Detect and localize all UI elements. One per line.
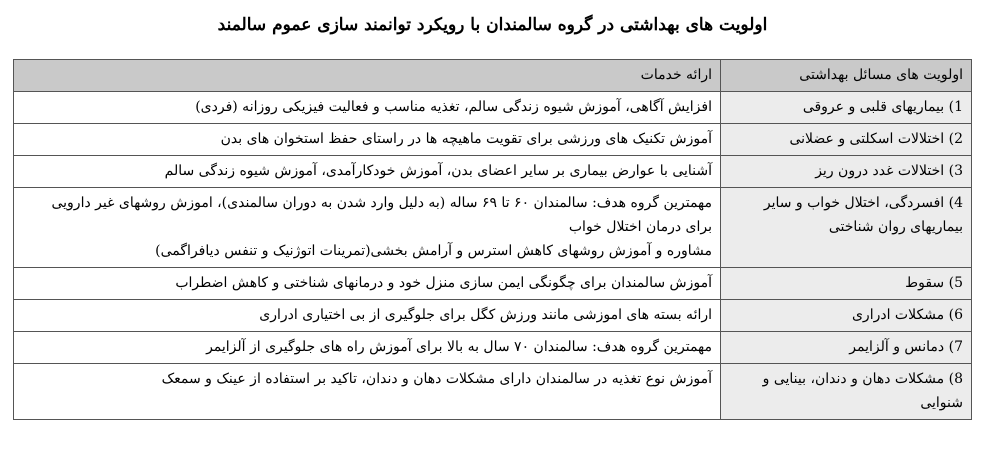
service-text: آموزش نوع تغذیه در سالمندان دارای مشکلات دهان و دندان، تاکید بر استفاده از عینک و سمعک bbox=[161, 371, 712, 387]
header-service: ارائه خدمات bbox=[14, 60, 721, 92]
problem-cell: 8) مشکلات دهان و دندان، بینایی و شنوایی bbox=[721, 364, 972, 420]
service-cell bbox=[14, 188, 721, 268]
header-row bbox=[14, 60, 972, 92]
service-cell bbox=[14, 156, 721, 188]
problem-cell: 2) اختلالات اسکلتی و عضلانی bbox=[721, 124, 972, 156]
service-text: مهمترین گروه هدف: سالمندان ۷۰ سال به بالا برای آموزش راه های جلوگیری از آلزایمر bbox=[206, 339, 712, 355]
problem-cell: 1) بیماریهای قلبی و عروقی bbox=[721, 92, 972, 124]
service-cell bbox=[14, 124, 721, 156]
service-text: آشنایی با عوارض بیماری بر سایر اعضای بدن، آموزش خودکارآمدی، آموزش شیوه زندگی سالم bbox=[164, 163, 712, 179]
service-cell bbox=[14, 300, 721, 332]
service-text: افزایش آگاهی، آموزش شیوه زندگی سالم، تغذیه مناسب و فعالیت فیزیکی روزانه (فردی) bbox=[195, 99, 712, 115]
service-cell bbox=[14, 268, 721, 300]
table-row bbox=[14, 268, 972, 300]
service-text: مهمترین گروه هدف: سالمندان ۶۰ تا ۶۹ ساله (به دلیل وارد شدن به دوران سالمندی)، اموزش روشهای غیر دارویی برای درمان اختلال خواب bbox=[51, 195, 712, 235]
table-row bbox=[14, 156, 972, 188]
problem-cell: 6) مشکلات ادراری bbox=[721, 300, 972, 332]
service-text: ارائه بسته های اموزشی مانند ورزش کگل برای جلوگیری از بی اختیاری ادراری bbox=[259, 307, 712, 323]
service-text: آموزش تکنیک های ورزشی برای تقویت ماهیچه ها در راستای حفظ استخوان های بدن bbox=[220, 131, 712, 147]
problem-cell: 4) افسردگی، اختلال خواب و سایر بیماریهای روان شناختی bbox=[721, 188, 972, 268]
table-row bbox=[14, 188, 972, 268]
page-title: اولویت های بهداشتی در گروه سالمندان با رویکرد توانمند سازی عموم سالمند bbox=[217, 15, 768, 35]
service-cell bbox=[14, 332, 721, 364]
table-row bbox=[14, 92, 972, 124]
problem-cell: 3) اختلالات غدد درون ریز bbox=[721, 156, 972, 188]
service-cell bbox=[14, 92, 721, 124]
health-priorities-table bbox=[13, 59, 972, 420]
table-row bbox=[14, 124, 972, 156]
table-row bbox=[14, 364, 972, 420]
header-problem: اولویت های مسائل بهداشتی bbox=[721, 60, 972, 92]
problem-cell: 5) سقوط bbox=[721, 268, 972, 300]
problem-cell: 7) دمانس و آلزایمر bbox=[721, 332, 972, 364]
table-row bbox=[14, 300, 972, 332]
service-text: آموزش سالمندان برای چگونگی ایمن سازی منزل خود و درمانهای شناختی و کاهش اضطراب bbox=[175, 275, 712, 291]
service-text: مشاوره و آموزش روشهای کاهش استرس و آرامش بخشی(تمرینات اتوژنیک و تنفس دیافراگمی) bbox=[155, 243, 712, 259]
service-cell bbox=[14, 364, 721, 420]
table-row bbox=[14, 332, 972, 364]
